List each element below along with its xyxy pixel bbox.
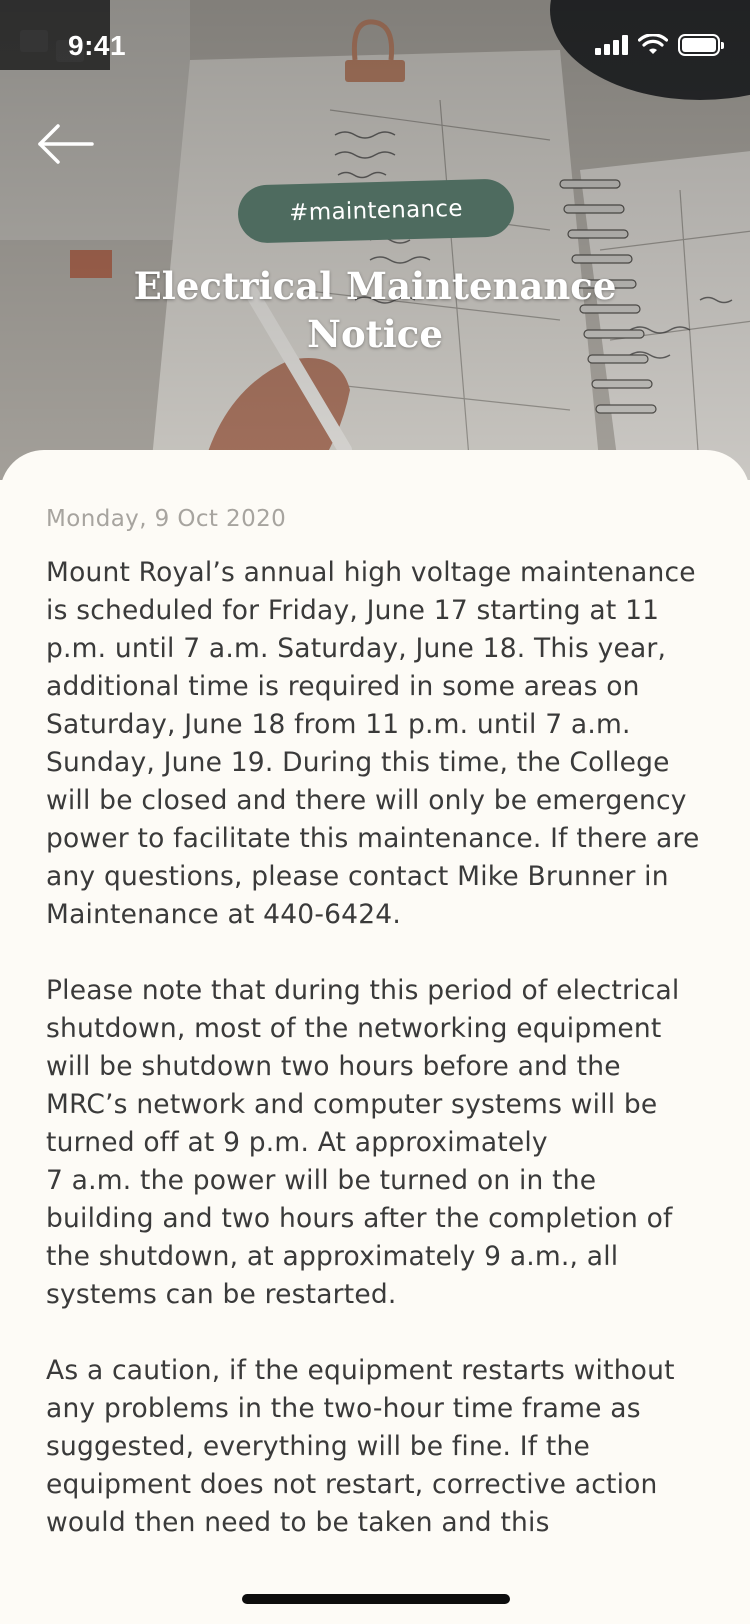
back-button[interactable] (34, 116, 98, 172)
article-paragraph: Mount Royal’s annual high voltage maintenance is scheduled for Friday, June 17 starting at 11 p.m. until 7 a.m. Saturday, June 18. This year, additional time is required in some areas on Saturday, June 18 from 11 p.m. until 7 a.m. Sunday, June 19. During this time, the College will be closed and there will only be emergency power to facilitate this maintenance. If there are any questions, please contact Mike Brunner in Maintenance at 440-6424. (46, 557, 700, 930)
article-body (46, 554, 704, 1542)
category-tag[interactable]: #maintenance (237, 178, 514, 243)
article-paragraph: As a caution, if the equipment restarts without any problems in the two-hour time frame as suggested, everything will be fine. If the equipment does not restart, corrective action would then need to be taken and this (46, 1355, 675, 1538)
battery-icon (678, 34, 720, 56)
status-time: 9:41 (68, 30, 127, 61)
article-content (0, 450, 750, 1624)
cellular-signal-icon (595, 35, 628, 55)
wifi-icon (638, 34, 668, 56)
article-hero-image (0, 0, 750, 480)
home-indicator[interactable] (242, 1594, 510, 1604)
article-paragraph: Please note that during this period of electrical shutdown, most of the networking equipment will be shutdown two hours before and the MRC’s network and computer systems will be turned off at 9 p.m. At approximately 7 a.m. the power will be turned on in the building and two hours after the completion of the shutdown, at approximately 9 a.m., all systems can be restarted. (46, 975, 680, 1310)
arrow-left-icon (36, 122, 96, 166)
article-date: Monday, 9 Oct 2020 (46, 506, 287, 532)
status-bar (0, 0, 750, 96)
status-icons (595, 34, 720, 56)
article-title: Electrical Maintenance Notice (133, 264, 617, 356)
